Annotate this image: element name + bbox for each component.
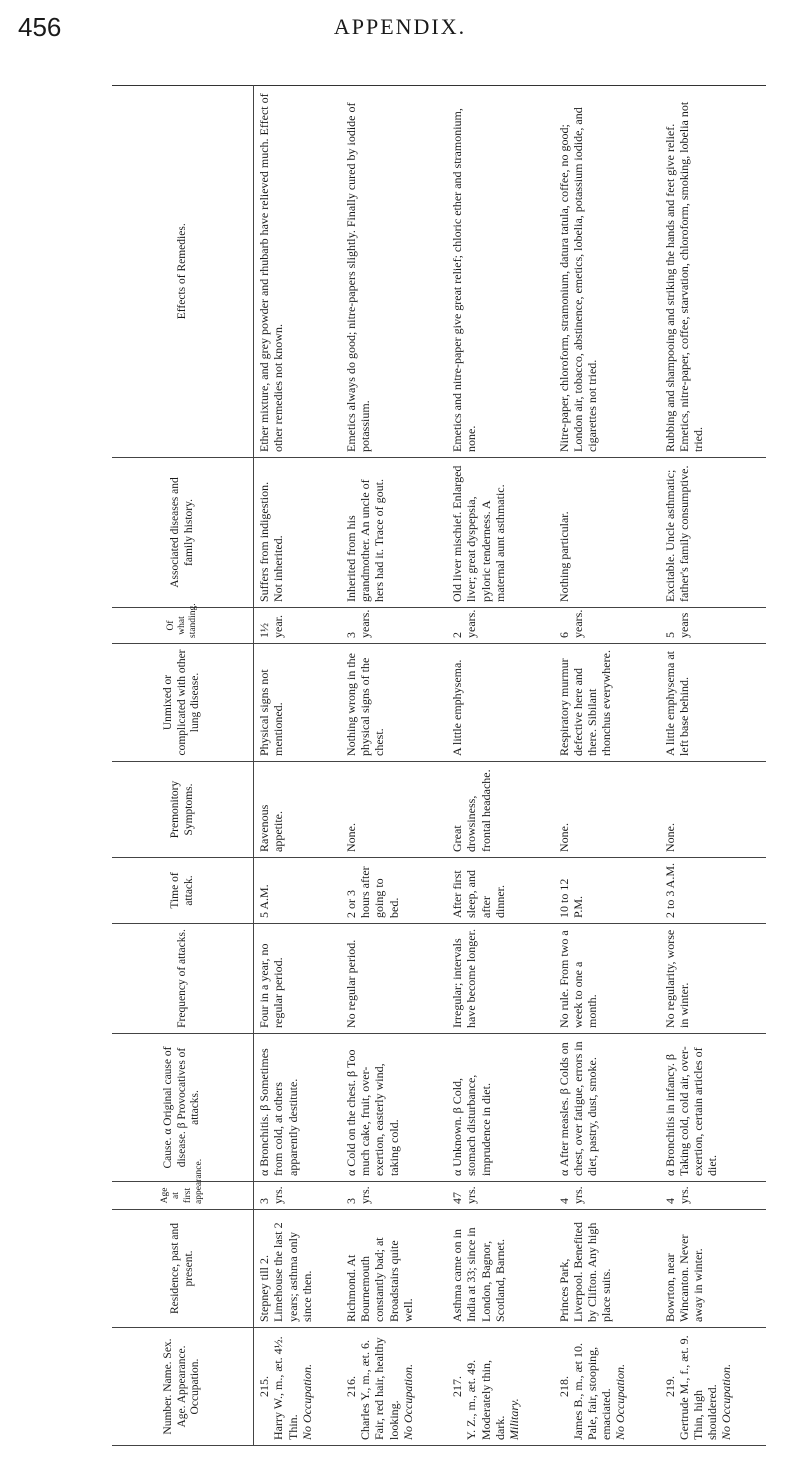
cell-age-first: 3 yrs. [341,1182,447,1210]
table-row [254,86,341,1446]
header-age-first: Age at first appearance. [112,1182,254,1210]
cell-standing: 2 years. [447,608,553,644]
cell-time: 5 A.M. [254,858,341,924]
patient-occupation: No Occupation. [299,1364,314,1440]
patient-name: Gertrude M., f., æt. 9. Thin, high shouldered. [676,1335,720,1440]
table-row [660,86,766,1446]
cell-name [254,1328,341,1446]
cell-associated: Excitable. Uncle asthmatic; father's family consumptive. [660,458,766,608]
cell-cause: α Bronchitis in infancy. β Taking cold, cold air, over-exertion, certain articles of diet. [660,1034,766,1182]
header-time: Time of attack. [112,858,254,924]
cell-unmixed: A little emphysema at left base behind. [660,644,766,762]
cell-standing: 6 years. [554,608,660,644]
table-row [447,86,553,1446]
header-premonitory: Premonitory Symptoms. [112,762,254,858]
cell-standing: 3 years. [341,608,447,644]
cell-premonitory: Great drowsiness, frontal headache. [447,762,553,858]
header-residence: Residence, past and present. [112,1210,254,1328]
case-number: 218. [556,1376,571,1397]
patient-occupation: Military. [506,1398,521,1440]
cell-premonitory: None. [554,762,660,858]
cell-age-first: 3 yrs. [254,1182,341,1210]
cell-name [341,1328,447,1446]
header-frequency: Frequency of attacks. [112,924,254,1034]
cell-time: After first sleep, and after dinner. [447,858,553,924]
cell-time: 2 or 3 hours after going to bed. [341,858,447,924]
case-number: 216. [344,1376,359,1397]
cell-name [554,1328,660,1446]
case-number: 219. [662,1376,677,1397]
cell-residence: Richmond. At Bournemouth constantly bad; at Broadstairs quite well. [341,1210,447,1328]
cell-residence: Princes Park, Liverpool. Benefited by Clifton. Any high place suits. [554,1210,660,1328]
cell-frequency: No rule. From two a week to one a month. [554,924,660,1034]
cell-unmixed: Respiratory murmur defective here and there. Sibilant rhonchus everywhere. [554,644,660,762]
cell-effects: Emetics always do good; nitre-papers slightly. Finally cured by iodide of potassium. [341,86,447,458]
running-head: APPENDIX. [333,14,467,39]
cell-effects: Rubbing and shampooing and striking the hands and feet give relief. Emetics, nitre-paper, coffee, starvation, chloroform, smoking, lobelia not tried. [660,86,766,458]
cell-effects: Emetics and nitre-paper give great relief; chloric ether and stramonium, none. [447,86,553,458]
cell-age-first: 4 yrs. [554,1182,660,1210]
cell-effects: Nitre-paper, chloroform, stramonium, datura tatula, coffee, no good; London air, tobacco, abstinence, emetics, lobelia, potassium iodide, and cigarettes not tried. [554,86,660,458]
cell-time: 2 to 3 A.M. [660,858,766,924]
cell-standing: 5 years [660,608,766,644]
cell-associated: Nothing particular. [554,458,660,608]
cell-unmixed: Physical signs not mentioned. [254,644,341,762]
cell-residence: Asthma came on in India at 33; since in London, Bagnor, Scotland, Barnet. [447,1210,553,1328]
table-row [341,86,447,1446]
header-name: Number. Name. Sex. Age. Appearance. Occupation. [112,1328,254,1446]
rotated-table [112,86,766,1446]
patient-name: Y. Z., m., æt. 49. Moderately thin, dark. [464,1359,507,1440]
cell-cause: α After measles. β Colds on chest, over fatigue, errors in diet, pastry, dust, smoke. [554,1034,660,1182]
cell-associated: Inherited from his grandmother. An uncle of hers had it. Trace of gout. [341,458,447,608]
cell-frequency: No regularity, worse in winter. [660,924,766,1034]
cell-cause: α Unknown. β Cold, stomach disturbance, imprudence in diet. [447,1034,553,1182]
cell-residence: Bowrton, near Wincanton. Never away in winter. [660,1210,766,1328]
header-associated: Associated diseases and family history. [112,458,254,608]
cell-cause: α Cold on the chest. β Too much cake, fruit, over-exertion, easterly wind, taking cold. [341,1034,447,1182]
cell-name [447,1328,553,1446]
patient-name: Harry W., m., æt. 4½. Thin. [271,1336,300,1440]
cell-frequency: Four in a year, no regular period. [254,924,341,1034]
header-standing: Of what standing. [112,608,254,644]
cell-premonitory: None. [341,762,447,858]
patient-occupation: No Occupation. [400,1364,415,1440]
cell-cause: α Bronchitis. β Sometimes from cold, at others apparently destitute. [254,1034,341,1182]
case-number: 217. [450,1376,465,1397]
cell-premonitory: None. [660,762,766,858]
case-table-frame [112,85,766,1446]
cell-associated: Old liver mischief. Enlarged liver; great dyspepsia, pyloric tenderness. A maternal aunt asthmatic. [447,458,553,608]
cell-frequency: Irregular; intervals have become longer. [447,924,553,1034]
patient-name: James B., m., æt 10. Pale, fair, stooping, emaciated. [570,1342,614,1440]
cell-unmixed: A little emphysema. [447,644,553,762]
cell-standing: 1½ year. [254,608,341,644]
cell-premonitory: Ravenous appetite. [254,762,341,858]
patient-occupation: No Occupation. [719,1364,734,1440]
cell-residence: Stepney till 2. Limehouse the last 2 years; asthma only since then. [254,1210,341,1328]
cell-age-first: 4 yrs. [660,1182,766,1210]
page-number: 456 [18,12,62,42]
case-number: 215. [257,1376,272,1397]
case-rows [254,86,766,1446]
cell-effects: Ether mixture, and grey powder and rhubarb have relieved much. Effect of other remedies not known. [254,86,341,458]
header-unmixed: Unmixed or complicated with other lung disease. [112,644,254,762]
patient-name: Charles Y., m., æt. 6. Fair, red hair, healthy looking. [358,1337,401,1440]
cell-time: 10 to 12 P.M. [554,858,660,924]
patient-occupation: No Occupation. [613,1364,628,1440]
cell-frequency: No regular period. [341,924,447,1034]
cell-age-first: 47 yrs. [447,1182,553,1210]
cell-unmixed: Nothing wrong in the physical signs of the chest. [341,644,447,762]
header-row [112,86,254,1446]
table-row [554,86,660,1446]
case-table [112,86,766,1447]
cell-name [660,1328,766,1446]
header-effects: Effects of Remedies. [112,86,254,458]
header-cause: Cause. α Original cause of disease. β Provocatives of attacks. [112,1034,254,1182]
cell-associated: Suffers from indigestion. Not inherited. [254,458,341,608]
